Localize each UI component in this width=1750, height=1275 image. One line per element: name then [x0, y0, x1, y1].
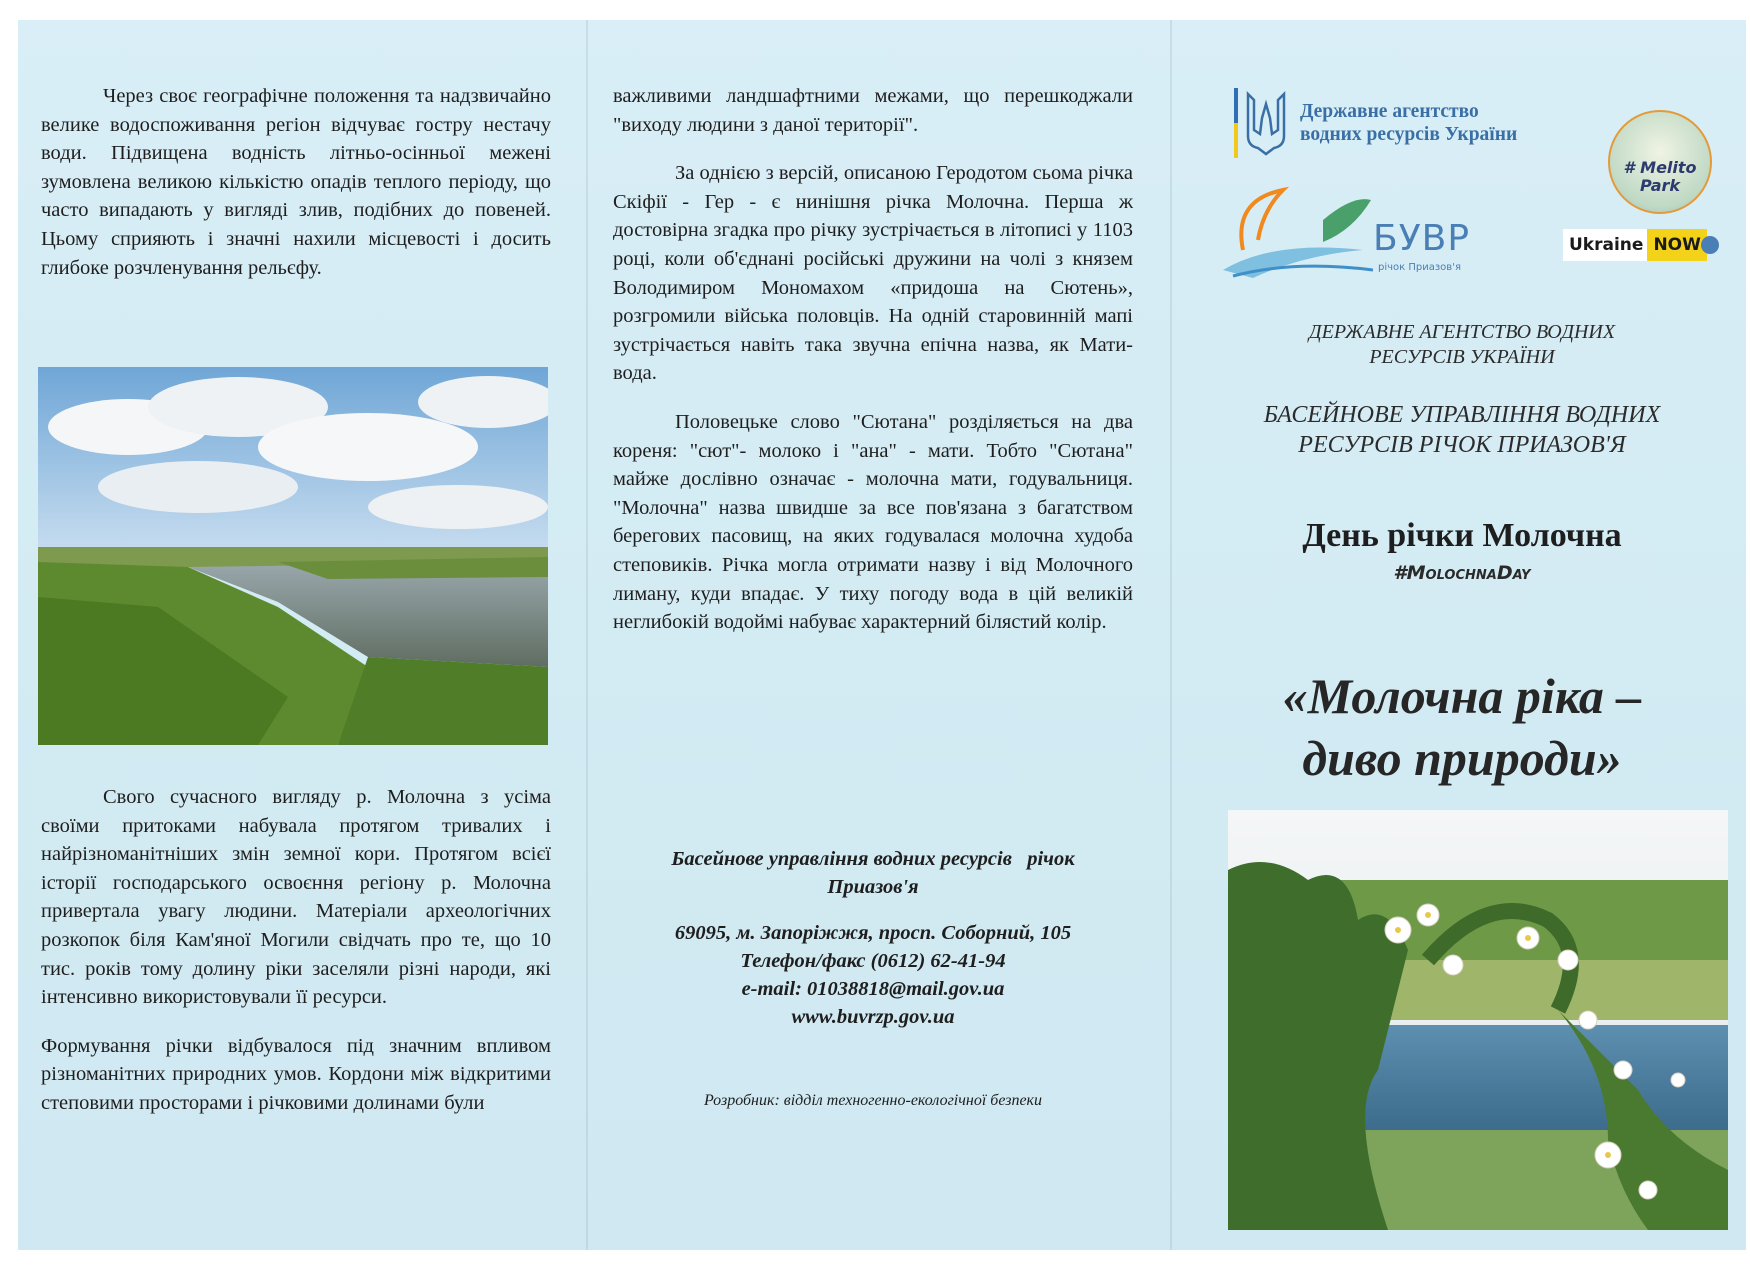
middle-paragraph-3: Половецьке слово "Сютана" розділяється на два кореня: "сют"- молоко і "ана" - мати. Тобто "Сютана" майже дослівно означає - молочна мати, годувальниця. "Молочна" назва швидше за все пов'язана з багатством берегових пасовищ, на яких годувалася молочна худоба степовиків. Річка могла отримати назву і від Молочного лиману, куди впадає. У тиху погоду вода в цій великій неглибокій водоймі набуває характерний білястий колір. — [613, 410, 1133, 634]
slogan — [1178, 665, 1746, 789]
left-paragraph-2: Свого сучасного вигляду р. Молочна з усіма своїми притоками набувала протягом тривалих і найрізноманітніших змін земної кори. Протягом всієї історії господарського освоєння регіону р. Молочна привертала увагу людини. Матеріали археологічних розкопок біля Кам'яної Могили свідчать про те, що 10 тис. років тому долину ріки заселяли різні народи, які інтенсивно використовували її ресурси. — [41, 786, 551, 1009]
contact-address: 69095, м. Запоріжжя, просп. Соборний, 105 — [674, 922, 1072, 944]
agency-logo-line1: Державне агентство — [1300, 101, 1479, 122]
middle-paragraph-1: важливими ландшафтними межами, що перешкоджали "виходу людини з даної території". — [613, 85, 1133, 136]
contact-org-line1: Басейнове управління водних ресурсів річок — [671, 848, 1075, 870]
contact-org-line2: Приазов'я — [827, 876, 919, 898]
contact-block — [613, 845, 1133, 1031]
brochure-sheet — [18, 20, 1746, 1250]
trident-icon — [1244, 90, 1288, 156]
left-panel — [41, 20, 551, 1250]
agency-logo — [1234, 88, 1517, 158]
buvr-logo-subtitle: річок Приазов'я — [1378, 262, 1461, 273]
wild-rose-river-photo — [1228, 810, 1728, 1230]
buvr-wave-icon — [1213, 180, 1373, 290]
agency-heading-line1: ДЕРЖАВНЕ АГЕНТСТВО ВОДНИХ — [1308, 321, 1616, 343]
ukraine-now-logo — [1563, 227, 1719, 263]
agency-logo-line2: водних ресурсів України — [1300, 124, 1518, 145]
hashtag: #MolochnaDay — [1393, 562, 1531, 584]
basin-heading — [1178, 400, 1746, 460]
agency-heading — [1178, 320, 1746, 370]
left-paragraph-3: Формування річки відбувалося під значним впливом різноманітних природних умов. Кордони між відкритими степовими просторами і річковими долинами були — [41, 1034, 551, 1114]
left-paragraph-1: Через своє географічне положення та надзвичайно велике водоспоживання регіон відчуває гостру нестачу води. Підвищена водність літньо-осінньої межені зумовлена великою кількістю опадів теплого періоду, що часто випадають у вигляді злив, подібних до повеней. Цьому сприяють і значні нахили місцевості і досить глибоке розчленування рельєфу. — [41, 85, 551, 279]
fold-line-right — [1170, 20, 1172, 1250]
contact-phone: Телефон/факс (0612) 62-41-94 — [740, 950, 1006, 972]
buvr-logo — [1213, 180, 1513, 290]
slogan-line1: «Молочна ріка – — [1282, 668, 1642, 724]
melito-park-logo-text: # Melito Park — [1623, 158, 1697, 195]
flag-stripe-icon — [1234, 88, 1244, 158]
contact-website: www.buvrzp.gov.ua — [791, 1006, 955, 1028]
agency-heading-line2: РЕСУРСІВ УКРАЇНИ — [1369, 346, 1555, 368]
contact-email: e-mail: 01038818@mail.gov.ua — [741, 978, 1005, 1000]
ukraine-now-word-2: NOW — [1647, 229, 1706, 261]
developer-note: Розробник: відділ техногенно-екологічної безпеки — [703, 1092, 1043, 1109]
buvr-logo-text: БУВР — [1373, 218, 1471, 259]
slogan-line2: диво природи» — [1302, 730, 1622, 786]
river-steppe-photo — [38, 367, 548, 745]
middle-panel — [613, 20, 1133, 1250]
middle-paragraph-2: За однією з версій, описаною Геродотом сьома річка Скіфії - Гер - є нинішня річка Молочна. Перша ж достовірна згадка про річку зустрічається в літописі у 1103 році, коли об'єднані російські дружини на чолі з князем Володимиром Мономахом «придоша на Сютень», розгромили війська половців. На одній старовинній мапі зустрічається навіть така звучна епічна назва, як Мати-вода. — [613, 162, 1133, 385]
ukraine-now-word-1: Ukraine — [1563, 229, 1647, 261]
day-title: День річки Молочна — [1302, 517, 1622, 554]
melito-park-badge — [1608, 110, 1712, 214]
basin-heading-line1: БАСЕЙНОВЕ УПРАВЛІННЯ ВОДНИХ — [1263, 402, 1661, 428]
fold-line-left — [586, 20, 588, 1250]
right-panel — [1178, 20, 1746, 1250]
basin-heading-line2: РЕСУРСІВ РІЧОК ПРИАЗОВ'Я — [1298, 432, 1626, 458]
ukraine-now-dot-icon — [1701, 236, 1719, 254]
